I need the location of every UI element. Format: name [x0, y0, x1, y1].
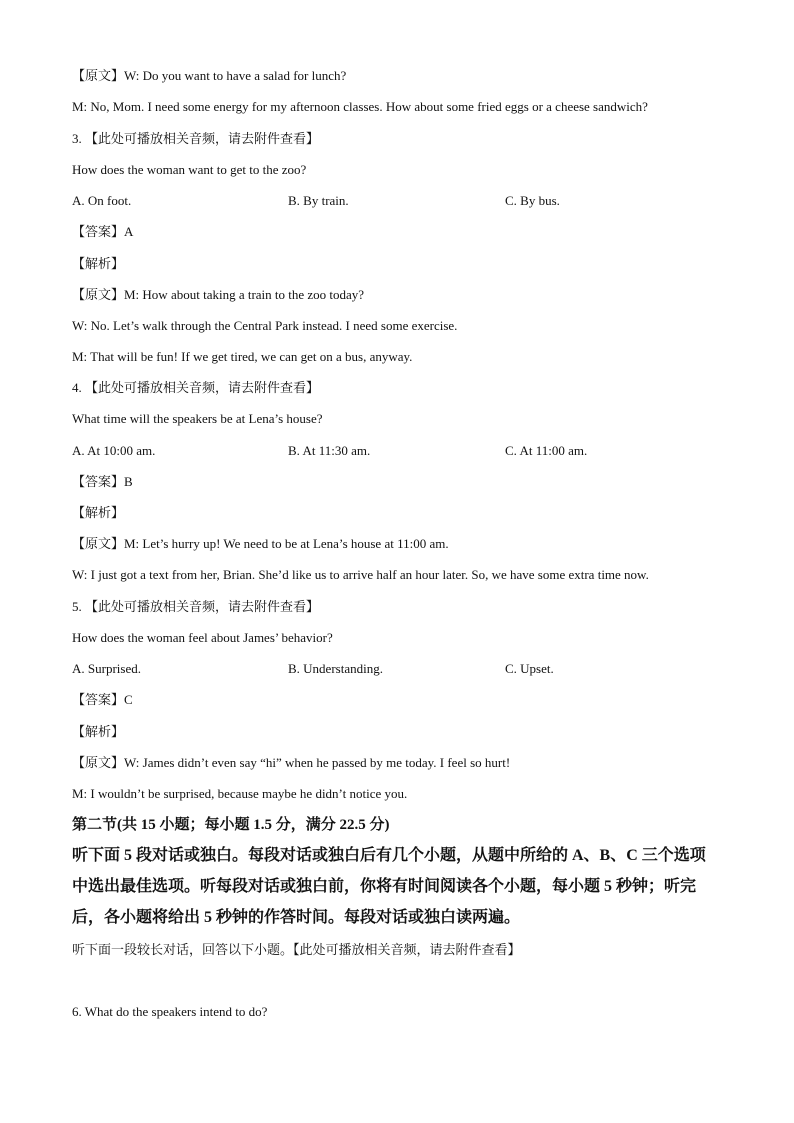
transcript-line: 【原文】M: How about taking a train to the zoo today?	[72, 287, 365, 302]
answer: 【答案】B	[72, 474, 133, 489]
analysis-label: 【解析】	[72, 256, 125, 271]
option-a: A. At 10:00 am.	[72, 443, 156, 458]
transcript-line: M: I wouldn’t be surprised, because maybe he didn’t notice you.	[72, 786, 408, 801]
transcript-line: W: I just got a text from her, Brian. She’d like us to arrive half an hour later. So, we have some extra time now.	[72, 567, 649, 582]
analysis-label: 【解析】	[72, 505, 125, 520]
option-c: C. By bus.	[505, 193, 560, 208]
option-b: B. At 11:30 am.	[288, 443, 371, 458]
question-4-text: What time will the speakers be at Lena’s house?	[72, 411, 323, 426]
answer: 【答案】A	[72, 224, 134, 239]
listening-prompt: 听下面一段较长对话，回答以下小题。【此处可播放相关音频，请去附件查看】	[72, 942, 521, 957]
analysis-label: 【解析】	[72, 724, 125, 739]
answer: 【答案】C	[72, 692, 133, 707]
question-4-header: 4. 【此处可播放相关音频，请去附件查看】	[72, 380, 320, 395]
instructions-line: 中选出最佳选项。听每段对话或独白前，你将有时间阅读各个小题，每小题 5 秒钟；听完	[72, 878, 697, 895]
option-a: A. On foot.	[72, 193, 132, 208]
option-b: B. By train.	[288, 193, 349, 208]
option-c: C. Upset.	[505, 661, 554, 676]
transcript-line: 【原文】M: Let’s hurry up! We need to be at Lena’s house at 11:00 am.	[72, 536, 449, 551]
instructions-line: 听下面 5 段对话或独白。每段对话或独白后有几个小题，从题中所给的 A、B、C 三个选项	[72, 847, 706, 864]
question-3-text: How does the woman want to get to the zoo?	[72, 162, 307, 177]
question-5-text: How does the woman feel about James’ behavior?	[72, 630, 333, 645]
transcript-line: M: That will be fun! If we get tired, we can get on a bus, anyway.	[72, 349, 413, 364]
question-3-header: 3. 【此处可播放相关音频，请去附件查看】	[72, 131, 320, 146]
transcript-line: W: No. Let’s walk through the Central Park instead. I need some exercise.	[72, 318, 458, 333]
transcript-line: M: No, Mom. I need some energy for my afternoon classes. How about some fried eggs or a cheese sandwich?	[72, 99, 648, 114]
question-6-text: 6. What do the speakers intend to do?	[72, 1004, 268, 1019]
option-b: B. Understanding.	[288, 661, 383, 676]
question-5-header: 5. 【此处可播放相关音频，请去附件查看】	[72, 599, 320, 614]
transcript-line: 【原文】W: James didn’t even say “hi” when he passed by me today. I feel so hurt!	[72, 755, 511, 770]
section-2-title: 第二节(共 15 小题；每小题 1.5 分，满分 22.5 分)	[72, 817, 390, 833]
option-a: A. Surprised.	[72, 661, 141, 676]
option-c: C. At 11:00 am.	[505, 443, 588, 458]
transcript-line: 【原文】W: Do you want to have a salad for lunch?	[72, 68, 347, 83]
instructions-line: 后，各小题将给出 5 秒钟的作答时间。每段对话或独白读两遍。	[72, 909, 521, 926]
